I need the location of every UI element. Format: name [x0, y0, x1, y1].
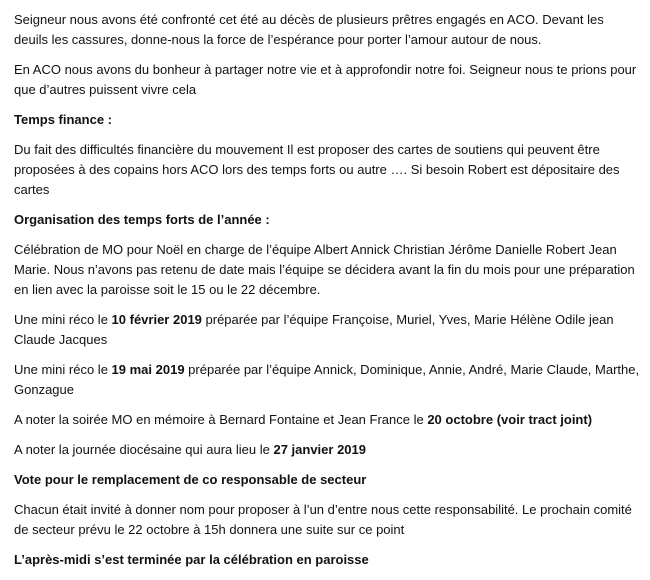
- soiree-note: (voir tract joint): [493, 412, 593, 427]
- closing-statement: [14, 550, 640, 570]
- paragraph-celebration-noel: Célébration de MO pour Noël en charge de l’équipe Albert Annick Christian Jérôme Danielle Robert Jean Marie. Nous n’avons pas retenu de date mais l’équipe se décidera avant la fin du mois pour une préparation en lien avec la paroisse soit le 15 ou le 22 décembre.: [14, 242, 635, 297]
- paragraph-finance: Du fait des difficultés financière du mouvement Il est proposer des cartes de soutiens qui peuvent être proposées à des copains hors ACO lors des temps forts ou autre …. Si besoin Robert est dépositaire des cartes: [14, 142, 620, 197]
- heading-vote: [14, 470, 640, 490]
- paragraph-prayer-deuils: Seigneur nous avons été confronté cet été au décès de plusieurs prêtres engagés en ACO. Devant les deuils les cassures, donne-nous la force de l’espérance pour porter l’amour autour de nous.: [14, 12, 604, 47]
- document-page: [14, 10, 640, 580]
- heading-organisation-text: Organisation des temps forts de l’année :: [14, 212, 270, 227]
- heading-organisation: [14, 210, 640, 230]
- heading-temps-finance-text: Temps finance :: [14, 112, 113, 127]
- closing-statement-text: L’après-midi s’est terminée par la célébration en paroisse: [14, 552, 369, 567]
- journee-date: 27 janvier 2019: [273, 442, 366, 457]
- reco2-suffix: préparée par l’équipe Annick, Dominique, Annie, André, Marie Claude, Marthe, Gonzague: [14, 362, 640, 397]
- paragraph-prayer-bonheur: En ACO nous avons du bonheur à partager notre vie et à approfondir notre foi. Seigneur nous te prions pour que d’autres puissent vivre cela: [14, 62, 637, 97]
- reco1-date: 10 février 2019: [111, 312, 202, 327]
- soiree-prefix: A noter la soirée MO en mémoire à Bernard Fontaine et Jean France le: [14, 412, 428, 427]
- heading-vote-text: Vote pour le remplacement de co responsable de secteur: [14, 472, 367, 487]
- reco1-suffix: préparée par l’équipe Françoise, Muriel, Yves, Marie Hélène Odile jean Claude Jacques: [14, 312, 614, 347]
- paragraph-mini-reco-fevrier: [14, 310, 640, 350]
- paragraph-vote: Chacun était invité à donner nom pour proposer à l’un d’entre nous cette responsabilité. Le prochain comité de secteur prévu le 22 octobre à 15h donnera une suite sur ce point: [14, 502, 632, 537]
- journee-prefix: A noter la journée diocésaine qui aura lieu le: [14, 442, 274, 457]
- soiree-date: [427, 412, 592, 427]
- paragraph-soiree-mo: [14, 410, 640, 430]
- paragraph-journee-diocesaine: [14, 440, 640, 460]
- reco1-prefix: Une mini réco le: [14, 312, 112, 327]
- paragraph-mini-reco-mai: [14, 360, 640, 400]
- reco2-date: 19 mai 2019: [111, 362, 185, 377]
- soiree-date-text: 20 octobre: [427, 412, 494, 427]
- reco2-prefix: Une mini réco le: [14, 362, 112, 377]
- heading-temps-finance: [14, 110, 640, 130]
